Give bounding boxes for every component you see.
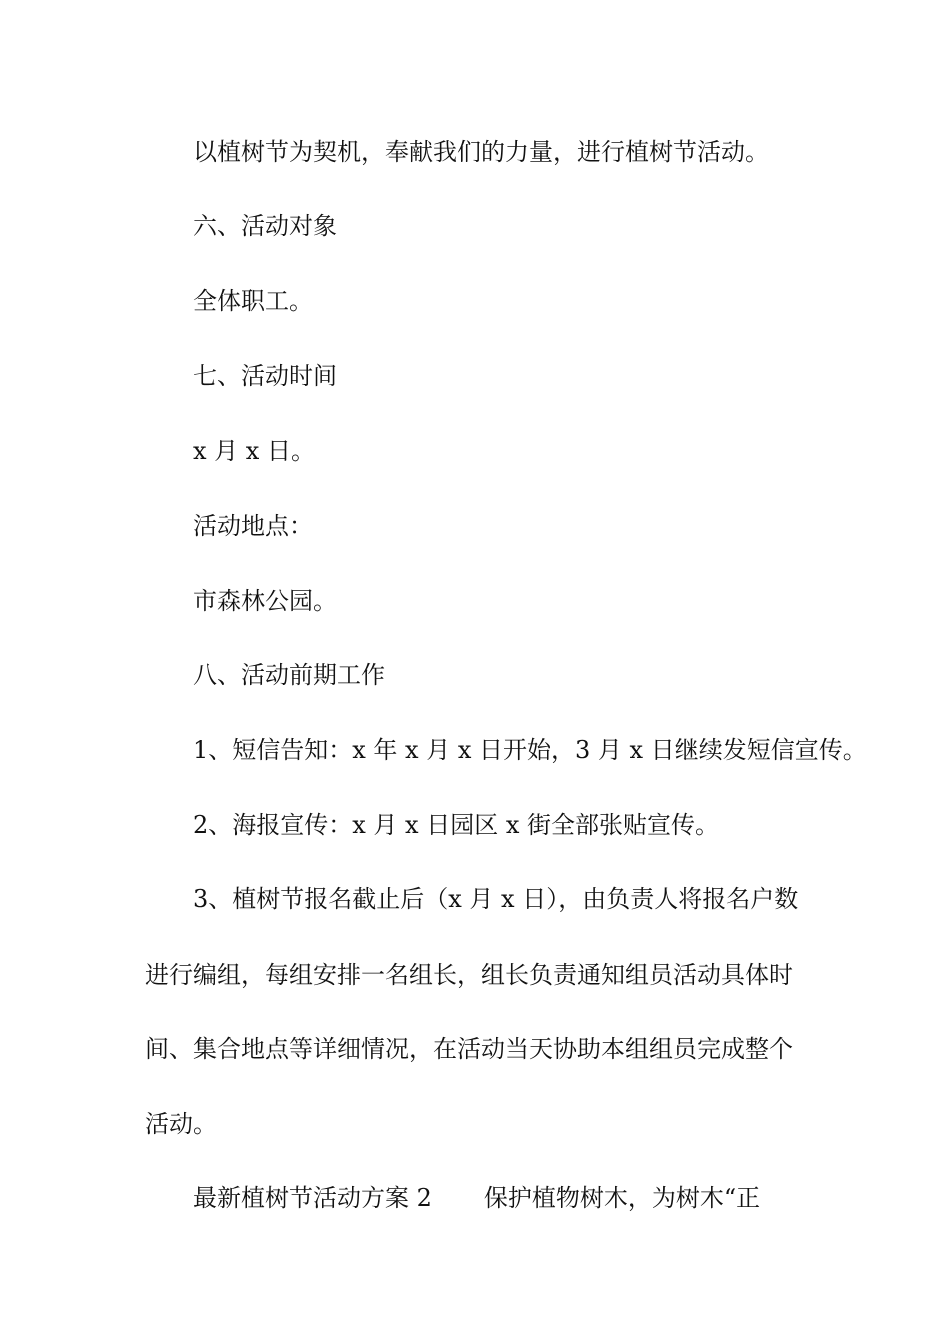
- section-heading-targets: 六、活动对象: [193, 212, 337, 240]
- list-item: 3、植树节报名截止后（x 月 x 日），由负责人将报名户数: [193, 885, 799, 913]
- paragraph-line: 市森林公园。: [193, 587, 337, 615]
- paragraph-line: 进行编组，每组安排一名组长，组长负责通知组员活动具体时: [145, 961, 793, 989]
- paragraph-line: 活动。: [145, 1110, 217, 1138]
- paragraph-line: 全体职工。: [193, 287, 313, 315]
- list-item: 1、短信告知：x 年 x 月 x 日开始，3 月 x 日继续发短信宣传。: [193, 736, 867, 764]
- section-heading-time: 七、活动时间: [193, 362, 337, 390]
- paragraph-line: 以植树节为契机，奉献我们的力量，进行植树节活动。: [193, 138, 769, 166]
- paragraph-line: 活动地点：: [193, 512, 313, 540]
- document-heading: 最新植树节活动方案 2: [193, 1184, 432, 1212]
- heading-line: [193, 1183, 873, 1213]
- paragraph-line: x 月 x 日。: [193, 437, 315, 465]
- paragraph-start: 保护植物树木，为树木“正: [483, 1184, 761, 1212]
- paragraph-line: 间、集合地点等详细情况，在活动当天协助本组组员完成整个: [145, 1035, 793, 1063]
- section-heading-preparation: 八、活动前期工作: [193, 661, 385, 689]
- list-item: 2、海报宣传：x 月 x 日园区 x 街全部张贴宣传。: [193, 811, 720, 839]
